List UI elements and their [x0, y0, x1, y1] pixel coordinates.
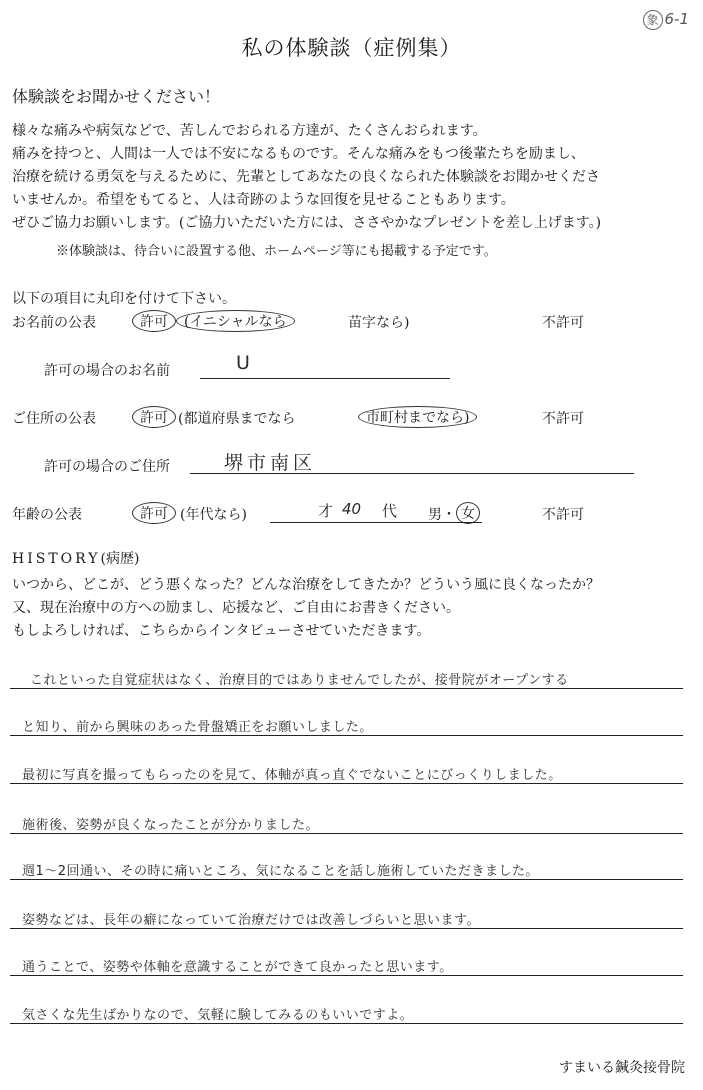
- name-field-underline: [200, 378, 450, 379]
- story-rule: [10, 879, 683, 880]
- page-title: 私の体験談（症例集）: [241, 36, 462, 60]
- gender-option-female[interactable]: [460, 504, 476, 522]
- story-rule: [10, 1023, 683, 1024]
- address-city-circled: 市町村までなら): [358, 406, 477, 428]
- age-permit-circled: 許可: [132, 502, 176, 524]
- age-value-number[interactable]: 40: [342, 500, 362, 518]
- age-value-dai: 代: [382, 502, 398, 520]
- name-initial-circled: (イニシャルなら: [176, 310, 295, 332]
- intro-paragraph: [12, 120, 601, 235]
- address-field-value[interactable]: 堺市南区: [224, 452, 317, 474]
- history-prompt-line: 又、現在治療中の方への励まし、応援など、ご自由にお書きください。: [12, 600, 460, 616]
- ref-circle-mark: 象: [643, 10, 663, 30]
- ref-number-text: 6-1: [664, 10, 689, 28]
- name-option-surname[interactable]: 苗字なら): [348, 315, 410, 331]
- age-option-permit[interactable]: [136, 504, 172, 522]
- name-field-value[interactable]: U: [236, 352, 250, 374]
- history-prompt: [12, 574, 600, 643]
- address-field-underline: [190, 473, 634, 474]
- story-line: 最初に写真を撮ってもらったのを見て、体軸が真っ直ぐでないことにびっくりしました。: [22, 768, 562, 783]
- story-rule: [10, 783, 683, 784]
- intro-heading: 体験談をお聞かせください！: [12, 87, 221, 106]
- address-option-prefecture[interactable]: (都道府県までなら: [178, 411, 296, 427]
- story-line: と知り、前から興味のあった骨盤矯正をお願いしました。: [22, 720, 373, 735]
- story-rule: [10, 833, 683, 834]
- name-option-permit[interactable]: [136, 312, 172, 330]
- age-value-sai: 才: [318, 502, 334, 520]
- age-label: 年齢の公表: [12, 507, 82, 523]
- story-rule: [10, 928, 683, 929]
- intro-line: 治療を続ける勇気を与えるために、先輩としてあなたの良くなられた体験談をお聞かせくださ: [12, 169, 600, 185]
- intro-line: 様々な痛みや病気などで、苦しんでおられる方達が、たくさんおられます。: [12, 123, 487, 139]
- intro-line: 痛みを持つと、人間は一人では不安になるものです。そんな痛みをもつ後輩たちを励まし、: [12, 146, 585, 162]
- form-instruction: 以下の項目に丸印を付けて下さい。: [12, 291, 236, 307]
- story-rule: [10, 735, 683, 736]
- story-line: 気さくな先生ばかりなので、気軽に験してみるのもいいですよ。: [22, 1008, 414, 1023]
- clinic-name: すまいる鍼灸接骨院: [559, 1060, 685, 1076]
- name-sub-label: 許可の場合のお名前: [44, 363, 170, 379]
- intro-line: いませんか。希望をもてると、人は奇跡のような回復を見せることもあります。: [12, 192, 515, 208]
- address-sub-label: 許可の場合のご住所: [44, 459, 170, 475]
- history-heading-text: HISTORY: [12, 551, 101, 567]
- reference-number: [643, 10, 690, 30]
- intro-line: ぜひご協力お願いします。(ご協力いただいた方には、ささやかなプレゼントを差し上げます。): [12, 215, 602, 231]
- history-prompt-line: いつから、どこが、どう悪くなった？どんな治療をしてきたか？どういう風に良くなったか？: [12, 577, 600, 593]
- gender-female-circled: 女: [456, 502, 480, 524]
- story-line: 週1～2回通い、その時に痛いところ、気になることを話し施術していただきました。: [22, 864, 540, 879]
- age-option-era[interactable]: (年代なら): [180, 507, 247, 523]
- gender-option-male[interactable]: 男・: [428, 507, 456, 523]
- address-option-city[interactable]: [362, 408, 473, 426]
- story-line: 施術後、姿勢が良くなったことが分かりました。: [22, 818, 320, 833]
- name-option-deny[interactable]: 不許可: [542, 315, 584, 331]
- story-rule: [10, 975, 683, 976]
- history-prompt-line: もしよろしければ、こちらからインタビューさせていただきます。: [12, 623, 431, 639]
- address-option-permit[interactable]: [136, 408, 172, 426]
- story-line: これといった自覚症状はなく、治療目的ではありませんでしたが、接骨院がオープンする: [30, 673, 569, 688]
- story-rule: [10, 688, 683, 689]
- age-option-deny[interactable]: 不許可: [542, 507, 584, 523]
- story-line: 通うことで、姿勢や体軸を意識することができて良かったと思います。: [22, 960, 453, 975]
- gender-underline: [420, 522, 482, 523]
- history-heading-sub: (病歴): [100, 551, 140, 567]
- intro-note: ※体験談は、待合いに設置する他、ホームページ等にも掲載する予定です。: [56, 244, 497, 259]
- address-permit-circled: 許可: [132, 406, 176, 428]
- address-label: ご住所の公表: [12, 411, 96, 427]
- story-line: 姿勢などは、長年の癖になっていて治療だけでは改善しづらいと思います。: [22, 913, 480, 928]
- history-heading: [12, 548, 139, 568]
- address-option-deny[interactable]: 不許可: [542, 411, 584, 427]
- name-label: お名前の公表: [12, 315, 96, 331]
- name-option-initial[interactable]: [180, 312, 291, 330]
- name-permit-circled: 許可: [132, 310, 176, 332]
- age-field-underline: [270, 522, 420, 523]
